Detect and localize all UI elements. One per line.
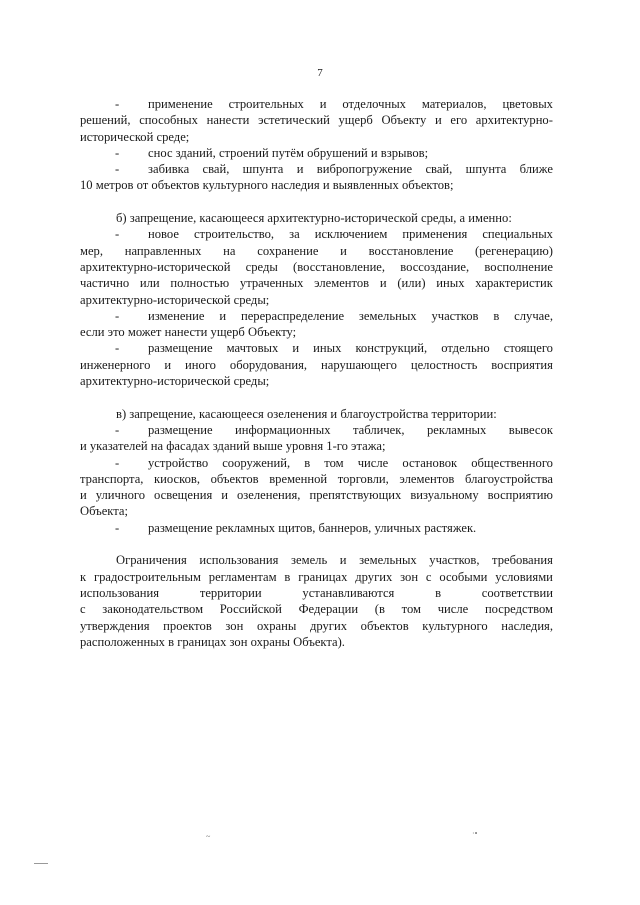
text-line: если это может нанести ущерб Объекту; [80,325,297,340]
text-line: снос зданий, строений путём обрушений и взрывов; [148,145,429,160]
list-item [80,308,553,324]
list-item [80,422,553,438]
text-line: мер, направленных на сохранение и восстановление (регенерацию) [80,243,553,258]
text-line: транспорта, киосков, объектов временной торговли, элементов благоустройства [80,471,553,486]
list-item [80,340,553,356]
bullet-dash: - [115,520,120,535]
text-line: в) запрещение, касающееся озеленения и благоустройства территории: [116,406,497,421]
text-line: решений, способных нанести эстетический ущерб Объекту и его архитектурно- [80,113,553,128]
text-line: размещение мачтовых и иных конструкций, отдельно стоящего [148,341,553,356]
text-line: устройство сооружений, в том числе остановок общественного [148,455,553,470]
paragraph-gap [80,389,553,405]
text-line: расположенных в границах зон охраны Объекта). [80,634,345,649]
bullet-dash: - [115,422,120,437]
list-item [80,226,553,242]
text-line: с законодательством Российской Федерации (в том числе посредством [80,602,553,617]
text-line: Ограничения использования земель и земельных участков, требования [116,553,553,568]
text-line: размещение информационных табличек, рекламных вывесок [148,422,553,437]
bullet-dash: - [115,227,120,242]
text-line: Объекта; [80,504,128,519]
document-body [80,96,553,650]
bullet-dash: - [115,455,120,470]
text-line: новое строительство, за исключением применения специальных [148,227,553,242]
text-line: к градостроительным регламентам в границах других зон с особыми условиями [80,569,553,584]
text-line: исторической среде; [80,129,190,144]
text-line: архитектурно-исторической среды; [80,292,270,307]
text-line: архитектурно-исторической среды (восстановление, воссоздание, восполнение [80,259,553,274]
text-line: изменение и перераспределение земельных участков в случае, [148,308,553,323]
scan-mark-left: ~ [206,832,211,841]
text-line: утверждения проектов зон охраны других объектов культурного наследия, [80,618,553,633]
scan-edge-mark [34,863,48,864]
text-line: размещение рекламных щитов, баннеров, уличных растяжек. [148,520,477,535]
bullet-dash: - [115,145,120,160]
text-line: б) запрещение, касающееся архитектурно-исторической среды, а именно: [116,211,512,226]
list-item [80,455,553,471]
scan-mark-right: ·• [472,829,478,838]
text-line: забивка свай, шпунта и вибропогружение свай, шпунта ближе [148,162,553,177]
text-line: и уличного освещения и озеленения, препятствующих визуальному восприятию [80,488,553,503]
paragraph-gap [80,194,553,210]
text-line: применение строительных и отделочных материалов, цветовых [148,97,553,111]
text-line: 10 метров от объектов культурного наследия и выявленных объектов; [80,178,454,193]
text-line: инженерного и иного оборудования, нарушающего целостность восприятия [80,357,553,372]
text-line: использования территории устанавливаются в соответствии [80,585,553,600]
bullet-dash: - [115,162,120,177]
paragraph-gap [80,536,553,552]
text-line: архитектурно-исторической среды; [80,374,270,389]
text-line: и указателей на фасадах зданий выше уровня 1-го этажа; [80,439,386,454]
list-item [80,520,553,536]
bullet-dash: - [115,97,120,111]
bullet-dash: - [115,308,120,323]
list-item [80,161,553,177]
list-item [80,96,553,112]
page-number: 7 [317,67,323,79]
text-line: частично или полностью утраченных элементов и (или) иных характеристик [80,276,553,291]
bullet-dash: - [115,341,120,356]
list-item [80,145,553,161]
